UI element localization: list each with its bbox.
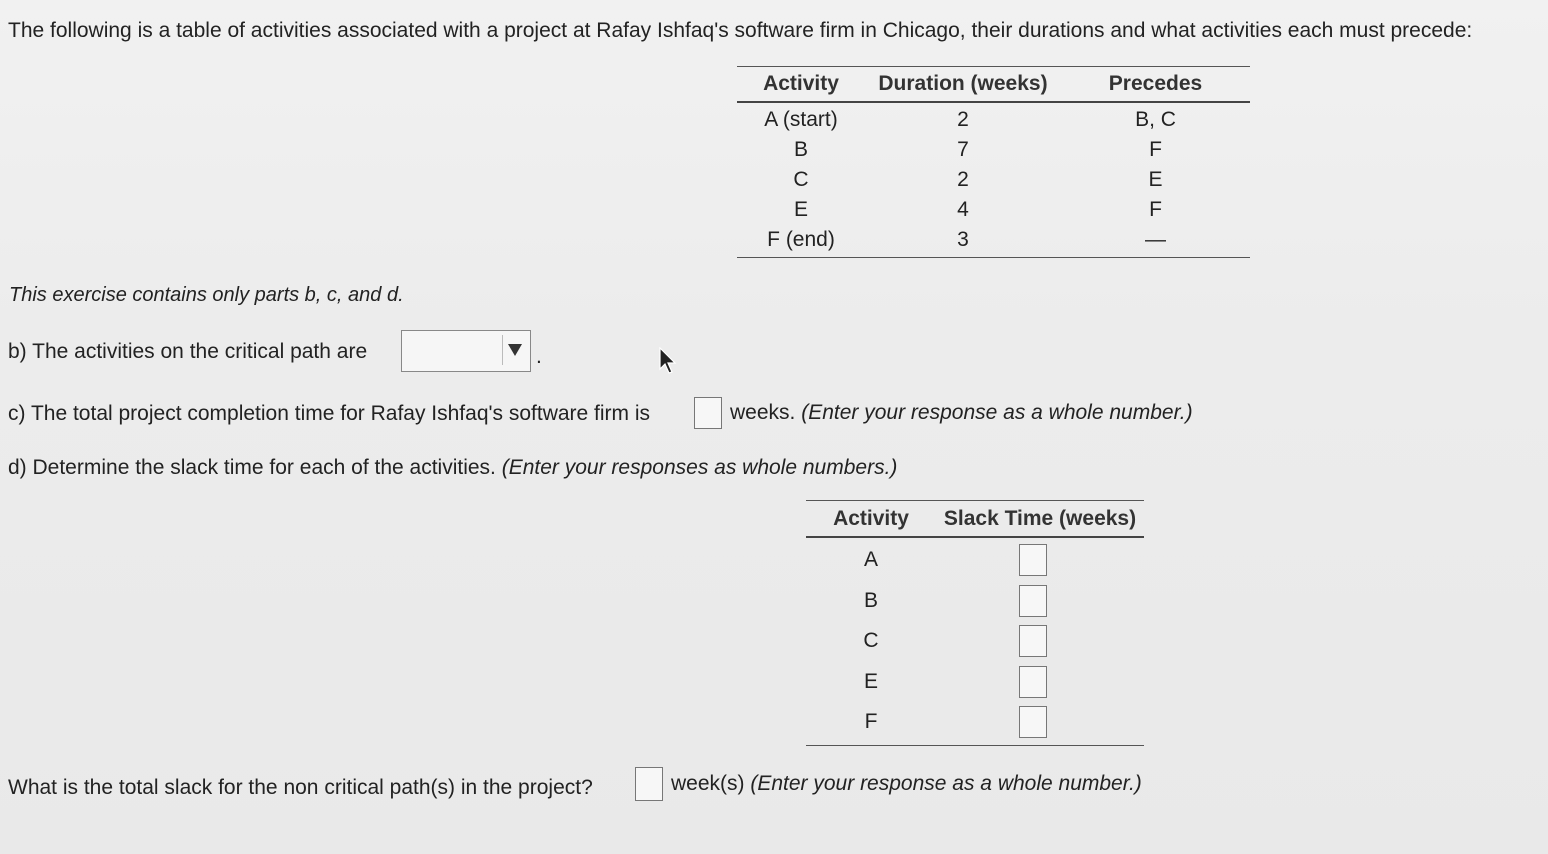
triangle-down-icon[interactable]: [502, 335, 527, 365]
table-row: [806, 581, 1144, 622]
slack-header-time: Slack Time (weeks): [943, 506, 1137, 530]
precedes-cell: B, C: [1135, 108, 1176, 131]
completion-time-input[interactable]: [694, 397, 722, 429]
header-activity: Activity: [763, 72, 839, 95]
slack-table-header-row: [806, 501, 1144, 536]
total-slack-unit: week(s): [671, 772, 745, 795]
slack-input-e[interactable]: [1019, 666, 1047, 698]
mouse-pointer-icon: [658, 347, 678, 380]
critical-path-dropdown[interactable]: [401, 330, 531, 372]
exercise-note: This exercise contains only parts b, c, and d.: [9, 284, 404, 306]
part-c-suffix: [730, 401, 1193, 425]
slack-activity-cell: C: [863, 629, 879, 653]
total-slack-input[interactable]: [635, 767, 663, 801]
slack-table-rule-bottom: [806, 745, 1144, 746]
slack-activity-cell: E: [863, 669, 878, 693]
activity-cell: F (end): [767, 228, 835, 251]
activity-cell: A (start): [764, 108, 838, 131]
activity-cell: B: [793, 138, 808, 161]
total-slack-suffix: [671, 772, 1142, 796]
part-b-label: b) The activities on the critical path are: [8, 340, 368, 363]
precedes-cell: E: [1148, 168, 1163, 191]
table-row: [737, 195, 1250, 225]
table-header-row: [737, 67, 1250, 101]
table-rule-bottom: [737, 257, 1250, 258]
table-row: [737, 105, 1250, 135]
slack-header-activity: Activity: [833, 506, 909, 530]
table-row: [806, 621, 1144, 662]
duration-cell: 4: [957, 198, 969, 221]
duration-cell: 3: [957, 228, 969, 251]
slack-input-a[interactable]: [1019, 544, 1047, 576]
slack-input-f[interactable]: [1019, 706, 1047, 738]
part-b-period: .: [536, 345, 542, 368]
activity-cell: E: [793, 198, 808, 221]
table-row: [737, 225, 1250, 255]
total-slack-hint: (Enter your response as a whole number.): [750, 772, 1142, 795]
precedes-cell: F: [1149, 138, 1162, 161]
part-d-hint: (Enter your responses as whole numbers.): [501, 456, 898, 479]
duration-cell: 2: [957, 168, 969, 191]
table-row: [737, 165, 1250, 195]
part-c-label: c) The total project completion time for Rafay Ishfaq's software firm is: [8, 402, 651, 425]
table-row: [806, 702, 1144, 743]
table-row: [806, 662, 1144, 703]
intro-text: The following is a table of activities associated with a project at Rafay Ishfaq's software firm in Chicago, their durations and what activities each must precede:: [8, 19, 1473, 42]
slack-table: [806, 500, 1144, 746]
table-row: [737, 135, 1250, 165]
duration-cell: 2: [957, 108, 969, 131]
part-d-label: [8, 456, 897, 480]
slack-input-b[interactable]: [1019, 585, 1047, 617]
duration-cell: 7: [957, 138, 969, 161]
table-row: [806, 540, 1144, 581]
activity-cell: C: [793, 168, 809, 191]
slack-activity-cell: B: [863, 588, 878, 612]
activity-table: [737, 66, 1250, 258]
precedes-cell: F: [1149, 198, 1162, 221]
header-precedes: Precedes: [1108, 72, 1203, 95]
part-c-hint: (Enter your response as a whole number.): [801, 401, 1193, 424]
total-slack-label: What is the total slack for the non critical path(s) in the project?: [8, 776, 593, 799]
precedes-cell: —: [1145, 228, 1166, 251]
part-c-unit: weeks.: [730, 401, 796, 424]
slack-activity-cell: F: [864, 710, 878, 734]
slack-input-c[interactable]: [1019, 625, 1047, 657]
slack-activity-cell: A: [863, 548, 878, 572]
part-d-text: d) Determine the slack time for each of the activities.: [8, 456, 496, 479]
header-duration: Duration (weeks): [878, 72, 1048, 95]
